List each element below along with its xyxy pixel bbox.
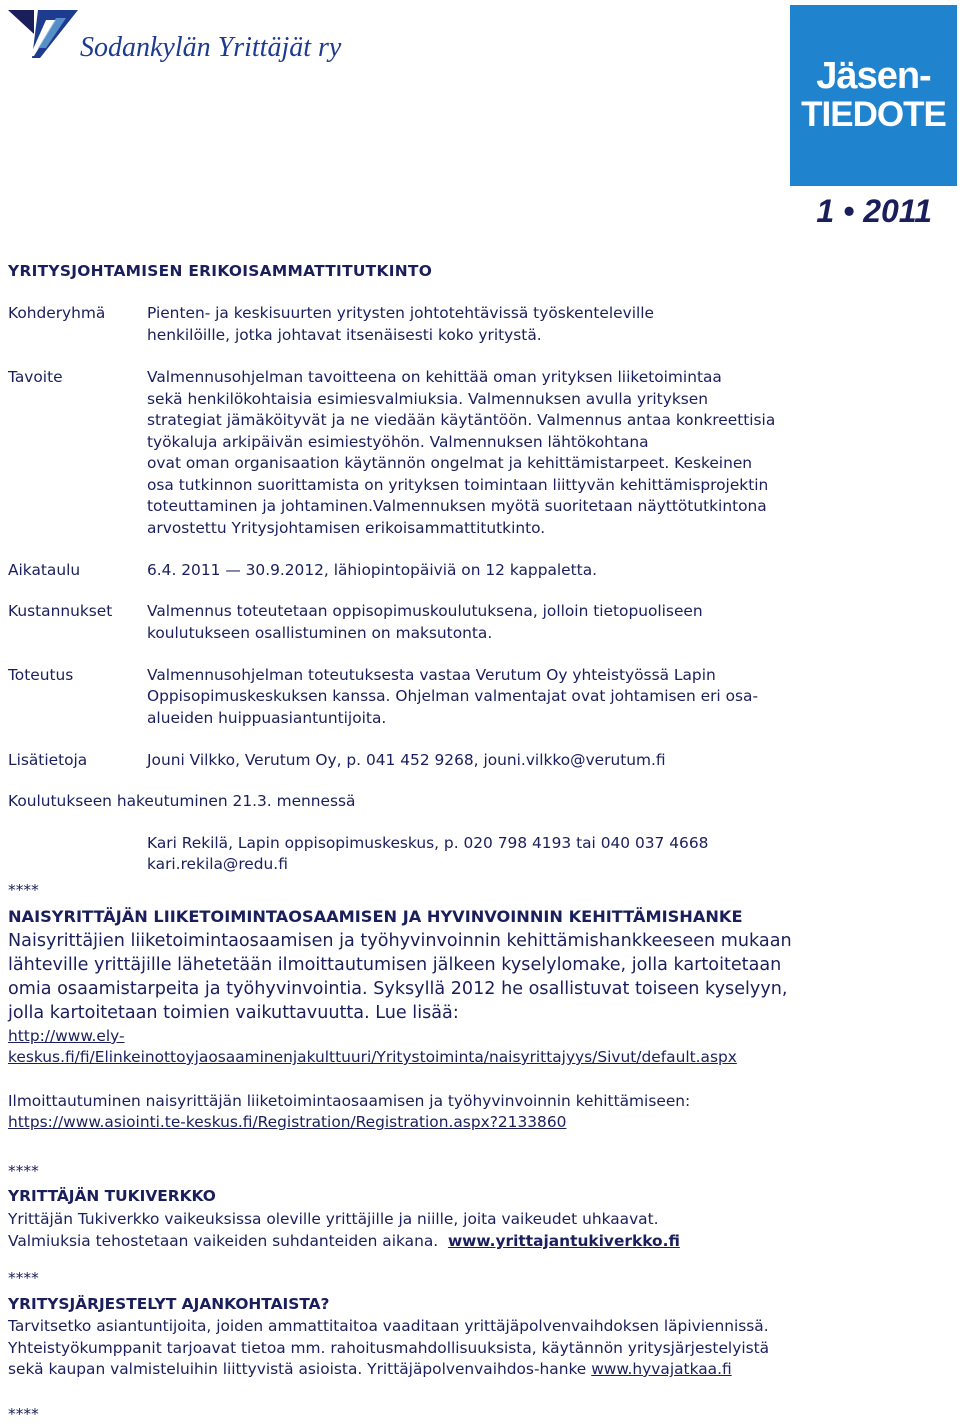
jasentiedote-badge [790,5,957,186]
row-text: Jouni Vilkko, Verutum Oy, p. 041 452 9268, jouni.vilkko@verutum.fi [147,751,666,769]
row-text: koulutukseen osallistuminen on maksutonta. [147,624,493,642]
row-text: 6.4. 2011 — 30.9.2012, lähiopintopäiviä on 12 kappaletta. [147,561,598,579]
row-text: ovat oman organisaation käytännön ongelmat ja kehittämistarpeet. Keskeinen [147,454,753,472]
row-label-aikataulu: Aikataulu [8,561,81,579]
row-text: sekä henkilökohtaisia esimiesvalmiuksia. Valmennuksen avulla yrityksen [147,390,708,408]
section2-text: lähteville yrittäjille lähetetään ilmoittautumisen jälkeen kyselylomake, jolla kartoitetaan [8,955,782,975]
contact-line: Kari Rekilä, Lapin oppisopimuskeskus, p. 020 798 4193 tai 040 037 4668 [147,834,709,852]
row-label-lisatietoja: Lisätietoja [8,751,88,769]
section3-text [8,1231,680,1253]
section3-text: Yrittäjän Tukiverkko vaikeuksissa oleville yrittäjille ja niille, joita vaikeudet uhkaavat. [8,1210,659,1228]
row-label-kohderyhma: Kohderyhmä [8,304,106,322]
section2-title: NAISYRITTÄJÄN LIIKETOIMINTAOSAAMISEN JA HYVINVOINNIN KEHITTÄMISHANKE [8,907,743,926]
section4-title: YRITYSJÄRJESTELYT AJANKOHTAISTA? [8,1295,330,1313]
row-text: Valmennusohjelman tavoitteena on kehittää oman yrityksen liiketoimintaa [147,368,722,386]
section2-text: Naisyrittäjien liiketoimintaosaamisen ja työhyvinvoinnin kehittämishankkeeseen mukaan [8,931,792,951]
row-text: arvostettu Yritysjohtamisen erikoisammattitutkinto. [147,519,546,537]
registration-link[interactable]: https://www.asiointi.te-keskus.fi/Registration/Registration.aspx?2133860 [8,1113,567,1131]
organization-logo [8,8,78,60]
section1-title: YRITYSJOHTAMISEN ERIKOISAMMATTITUTKINTO [8,262,433,280]
registration-text: Ilmoittautuminen naisyrittäjän liiketoimintaosaamisen ja työhyvinvoinnin kehittämiseen: [8,1092,691,1110]
issue-number: 1 • 2011 [816,193,932,229]
section2-text: jolla kartoitetaan toimien vaikuttavuutta. Lue lisää: [8,1003,459,1023]
section4-text: Yhteistyökumppanit tarjoavat tietoa mm. rahoitusmahdollisuuksista, käytännön yritysjärjestelyistä [8,1339,770,1357]
badge-line-2: TIEDOTE [801,95,946,134]
section3-text-part: Valmiuksia tehostetaan vaikeiden suhdanteiden aikana. [8,1232,439,1250]
separator: **** [8,881,39,899]
row-text: alueiden huippuasiantuntijoita. [147,709,387,727]
row-text: osa tutkinnon suorittamista on yrityksen toimintaan liittyvän kehittämisprojektin [147,476,769,494]
separator: **** [8,1405,39,1423]
row-label-tavoite: Tavoite [8,368,63,386]
row-label-toteutus: Toteutus [8,666,74,684]
row-text: Oppisopimuskeskuksen kanssa. Ohjelman valmentajat ovat johtamisen eri osa- [147,687,759,705]
tukiverkko-link[interactable]: www.yrittajantukiverkko.fi [447,1232,680,1250]
row-text: Valmennus toteutetaan oppisopimuskoulutuksena, jolloin tietopuoliseen [147,602,703,620]
separator: **** [8,1162,39,1180]
contact-email: kari.rekila@redu.fi [147,855,288,873]
section3-title: YRITTÄJÄN TUKIVERKKO [8,1187,216,1205]
separator: **** [8,1269,39,1287]
ely-keskus-link-continued[interactable]: keskus.fi/fi/Elinkeinottoyjaosaaminenjakulttuuri/Yritystoiminta/naisyrittajyys/Sivut/default.aspx [8,1048,737,1066]
section2-text: omia osaamistarpeita ja työhyvinvointia. Syksyllä 2012 he osallistuvat toiseen kyselyyn, [8,979,788,999]
row-text: Valmennusohjelman toteutuksesta vastaa Verutum Oy yhteistyössä Lapin [147,666,716,684]
badge-line-1: Jäsen- [816,55,931,97]
hyvajatkaa-link[interactable]: www.hyvajatkaa.fi [591,1360,732,1378]
apply-deadline: Koulutukseen hakeutuminen 21.3. mennessä [8,792,356,810]
row-label-kustannukset: Kustannukset [8,602,113,620]
row-text: strategiat jämäköityvät ja ne viedään käytäntöön. Valmennus antaa konkreettisia [147,411,776,429]
section4-text-part: sekä kaupan valmisteluihin liittyvistä asioista. Yrittäjäpolvenvaihdos-hanke [8,1360,587,1378]
section4-text: Tarvitsetko asiantuntijoita, joiden ammattitaitoa vaaditaan yrittäjäpolvenvaihdoksen läpiviennissä. [8,1317,769,1335]
row-text: työkaluja arkipäivän esimiestyöhön. Valmennuksen lähtökohtana [147,433,649,451]
ely-keskus-link[interactable]: http://www.ely- [8,1027,125,1045]
organization-name: Sodankylän Yrittäjät ry [80,32,342,63]
row-text: Pienten- ja keskisuurten yritysten johtotehtävissä työskenteleville [147,304,654,322]
row-text: toteuttaminen ja johtaminen.Valmennuksen myötä suoritetaan näyttötutkintona [147,497,767,515]
row-text: henkilöille, jotka johtavat itsenäisesti koko yritystä. [147,326,542,344]
section4-text [8,1359,732,1381]
